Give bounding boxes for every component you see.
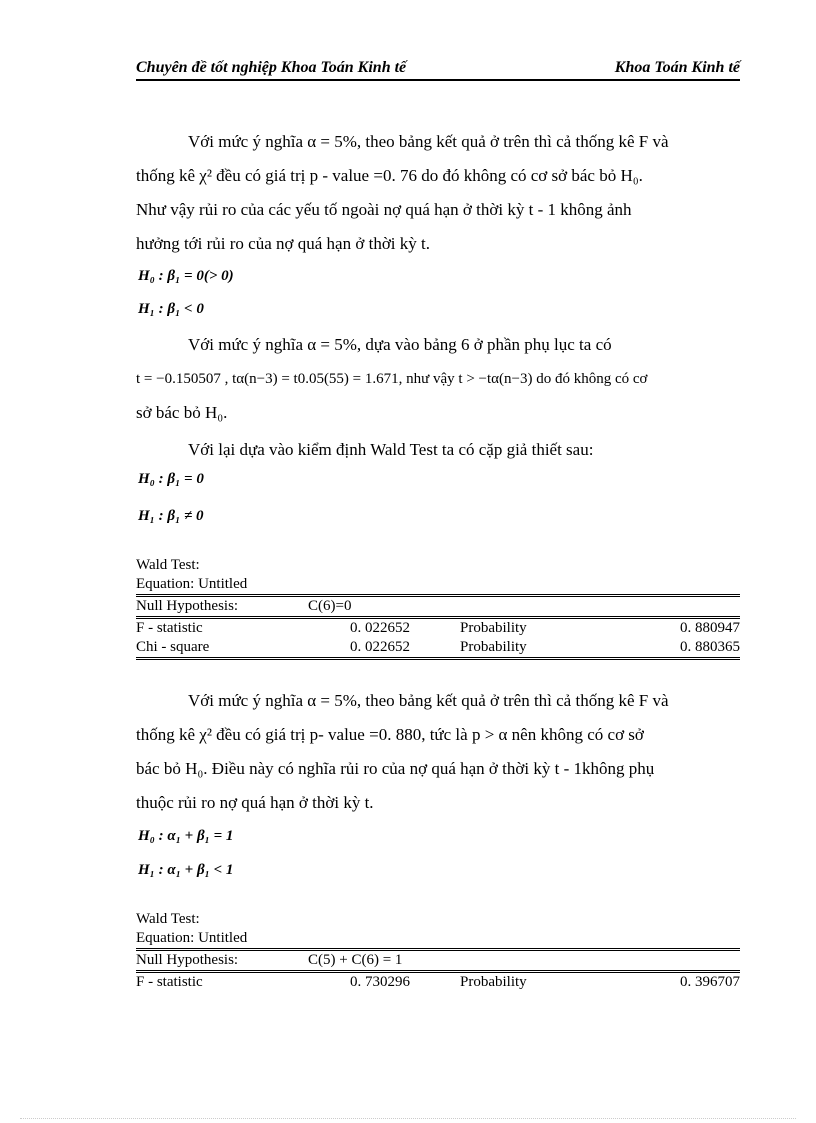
hypothesis-h1: H₁ : β₁ ≠ 0 xyxy=(138,508,204,524)
text-line: thuộc rủi ro nợ quá hạn ở thời kỳ t. xyxy=(136,793,374,812)
prob-label: Probability xyxy=(460,639,527,655)
null-hypothesis-row xyxy=(136,951,740,970)
prob-label: Probability xyxy=(460,620,527,636)
text-line: t = −0.150507 , tα(n−3) = t0.05(55) = 1.671, như vậy t > −tα(n−3) do đó không có cơ xyxy=(136,371,648,387)
table-row xyxy=(136,973,740,992)
wald-test-table-2 xyxy=(136,910,740,992)
text-line: Với mức ý nghĩa α = 5%, theo bảng kết quả ở trên thì cả thống kê F và xyxy=(188,132,669,151)
null-label: Null Hypothesis: xyxy=(136,598,239,614)
hypothesis-h0: H₀ : α₁ + β₁ = 1 xyxy=(138,828,234,844)
table-row xyxy=(136,619,740,638)
text-line: sở bác bỏ H₀. xyxy=(136,403,228,422)
table-row xyxy=(136,638,740,657)
wald-equation: Equation: Untitled xyxy=(136,576,248,592)
text-line: Với mức ý nghĩa α = 5%, dựa vào bảng 6 ở phần phụ lục ta có xyxy=(188,335,612,354)
hypothesis-h0: H₀ : β₁ = 0 xyxy=(138,471,204,487)
stat-name: F - statistic xyxy=(136,620,203,636)
text-line: hưởng tới rủi ro của nợ quá hạn ở thời kỳ t. xyxy=(136,234,431,253)
stat-value: 0. 730296 xyxy=(350,974,410,990)
stat-name: F - statistic xyxy=(136,974,203,990)
prob-label: Probability xyxy=(460,974,527,990)
header-left: Chuyên đề tốt nghiệp Khoa Toán Kinh tế xyxy=(136,59,407,76)
text-line: Với mức ý nghĩa α = 5%, theo bảng kết quả ở trên thì cả thống kê F và xyxy=(188,691,669,710)
text-line: bác bỏ H₀. Điều này có nghĩa rủi ro của nợ quá hạn ở thời kỳ t - 1không phụ xyxy=(136,759,655,778)
wald-title: Wald Test: xyxy=(136,557,200,573)
prob-value: 0. 880947 xyxy=(680,620,740,636)
page-bottom-divider xyxy=(20,1118,796,1119)
text-line: Với lại dựa vào kiểm định Wald Test ta có cặp giả thiết sau: xyxy=(188,440,594,459)
null-value: C(5) + C(6) = 1 xyxy=(308,952,403,968)
text-line: thống kê χ² đều có giá trị p - value =0. 76 do đó không có cơ sở bác bỏ H₀. xyxy=(136,166,643,185)
stat-name: Chi - square xyxy=(136,639,210,655)
null-hypothesis-row xyxy=(136,597,740,616)
text-line: Như vậy rủi ro của các yếu tố ngoài nợ quá hạn ở thời kỳ t - 1 không ảnh xyxy=(136,200,632,219)
hypothesis-h0: H₀ : β₁ = 0(> 0) xyxy=(138,268,234,284)
paragraph-2 xyxy=(136,328,740,430)
wald-equation: Equation: Untitled xyxy=(136,930,248,946)
page-header xyxy=(136,57,740,81)
stat-value: 0. 022652 xyxy=(350,639,410,655)
paragraph-1 xyxy=(136,125,740,261)
paragraph-3 xyxy=(136,433,740,467)
header-right: Khoa Toán Kinh tế xyxy=(614,59,740,76)
text-line: thống kê χ² đều có giá trị p- value =0. 880, tức là p > α nên không có cơ sở xyxy=(136,725,644,744)
prob-value: 0. 880365 xyxy=(680,639,740,655)
paragraph-4 xyxy=(136,684,740,820)
stat-value: 0. 022652 xyxy=(350,620,410,636)
hypothesis-h1: H₁ : α₁ + β₁ < 1 xyxy=(138,862,234,878)
null-value: C(6)=0 xyxy=(308,598,352,614)
hypothesis-h1: H₁ : β₁ < 0 xyxy=(138,301,204,317)
prob-value: 0. 396707 xyxy=(680,974,740,990)
null-label: Null Hypothesis: xyxy=(136,952,239,968)
wald-title: Wald Test: xyxy=(136,911,200,927)
wald-test-table-1 xyxy=(136,556,740,660)
